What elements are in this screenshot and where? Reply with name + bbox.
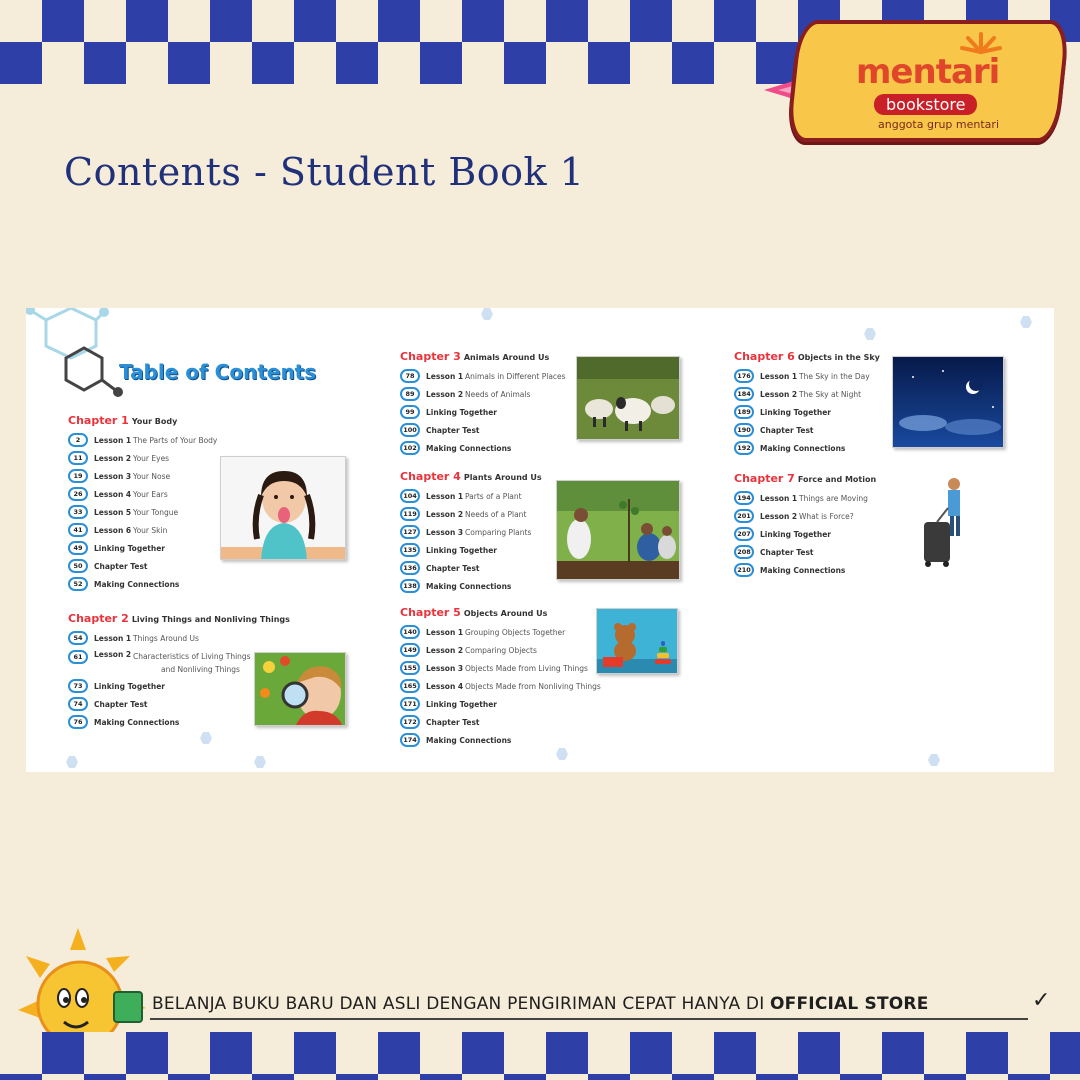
toc-row[interactable]	[400, 487, 542, 505]
toc-chapter-1	[68, 414, 217, 593]
section-title: Making Connections	[94, 579, 180, 589]
toc-row[interactable]	[400, 659, 601, 677]
section-title: Linking Together	[94, 543, 166, 553]
lesson-title: Comparing Objects	[465, 645, 537, 655]
section-title: Making Connections	[426, 581, 512, 591]
lesson-title: Things are Moving	[799, 493, 868, 503]
page-number: 174	[400, 733, 420, 747]
page-number: 102	[400, 441, 420, 455]
lesson-label: Lesson 1	[426, 491, 464, 501]
toc-row[interactable]	[734, 507, 876, 525]
toc-chapter-5	[400, 606, 601, 749]
toc-row[interactable]	[400, 577, 542, 595]
page-number: 127	[400, 525, 420, 539]
lesson-title: Your Eyes	[133, 453, 170, 463]
chapter-heading	[400, 606, 601, 619]
lesson-title: Grouping Objects Together	[465, 627, 566, 637]
toc-row[interactable]	[734, 439, 880, 457]
lesson-title: Needs of a Plant	[465, 509, 527, 519]
tagline-bold: OFFICIAL STORE	[770, 994, 929, 1014]
page-number: 207	[734, 527, 754, 541]
toc-chapter-7	[734, 472, 876, 579]
page-number: 104	[400, 489, 420, 503]
lesson-title: Things Around Us	[133, 633, 199, 643]
lesson-label: Lesson 3	[426, 527, 464, 537]
checkmark-icon: ✓	[1032, 988, 1051, 1013]
section-title: Linking Together	[760, 529, 832, 539]
lesson-title: Your Nose	[133, 471, 171, 481]
lesson-label: Lesson 1	[426, 627, 464, 637]
lesson-title: The Parts of Your Body	[133, 435, 218, 445]
sheep-photo	[576, 356, 680, 440]
store-tagline	[152, 994, 929, 1014]
chapter-label: Chapter 4	[400, 470, 461, 483]
lesson-title: Parts of a Plant	[465, 491, 522, 501]
toc-row[interactable]	[734, 367, 880, 385]
section-title: Chapter Test	[760, 425, 814, 435]
page-number: 165	[400, 679, 420, 693]
toc-row[interactable]	[400, 385, 566, 403]
lesson-title: Comparing Plants	[465, 527, 532, 537]
section-title: Chapter Test	[94, 699, 148, 709]
toc-row[interactable]	[400, 403, 566, 421]
toc-row[interactable]	[68, 629, 290, 647]
toc-row[interactable]	[400, 695, 601, 713]
toc-row[interactable]	[400, 505, 542, 523]
lesson-label: Lesson 2	[94, 453, 132, 463]
boy-suitcase-photo	[892, 474, 1004, 572]
toc-row[interactable]	[68, 521, 217, 539]
toc-row[interactable]	[400, 523, 542, 541]
toc-row[interactable]	[68, 485, 217, 503]
lesson-label: Lesson 1	[94, 633, 132, 643]
toc-row[interactable]	[734, 403, 880, 421]
logo-brand: mentari	[856, 52, 1000, 92]
page-number: 26	[68, 487, 88, 501]
tagline-text: BELANJA BUKU BARU DAN ASLI DENGAN PENGIRIMAN CEPAT HANYA DI	[152, 994, 771, 1014]
hex-decoration	[200, 732, 212, 744]
section-title: Linking Together	[760, 407, 832, 417]
page-number: 74	[68, 697, 88, 711]
section-title: Making Connections	[760, 565, 846, 575]
page-number: 155	[400, 661, 420, 675]
chapter-title: Objects in the Sky	[797, 353, 880, 362]
page-number: 172	[400, 715, 420, 729]
toc-row[interactable]	[400, 641, 601, 659]
page-number: 135	[400, 543, 420, 557]
section-title: Making Connections	[94, 717, 180, 727]
page-number: 54	[68, 631, 88, 645]
page-number: 136	[400, 561, 420, 575]
toc-row[interactable]	[400, 367, 566, 385]
lesson-label: Lesson 3	[426, 663, 464, 673]
section-title: Linking Together	[94, 681, 166, 691]
page-number: 140	[400, 625, 420, 639]
chapter-label: Chapter 1	[68, 414, 129, 427]
chapter-title: Plants Around Us	[463, 473, 542, 482]
lesson-label: Lesson 1	[760, 493, 798, 503]
page-number: 208	[734, 545, 754, 559]
hex-decoration	[1020, 316, 1032, 328]
page-number: 119	[400, 507, 420, 521]
section-title: Chapter Test	[426, 717, 480, 727]
toc-row[interactable]	[400, 731, 601, 749]
toc-row[interactable]	[400, 713, 601, 731]
lesson-title: Your Ears	[133, 489, 168, 499]
hex-decoration	[928, 754, 940, 766]
lesson-title: Needs of Animals	[465, 389, 531, 399]
hex-decoration	[254, 756, 266, 768]
lesson-label: Lesson 2	[426, 389, 464, 399]
hex-decoration	[864, 328, 876, 340]
page-number: 189	[734, 405, 754, 419]
page-number: 210	[734, 563, 754, 577]
lesson-label: Lesson 2	[94, 650, 132, 659]
section-title: Chapter Test	[426, 425, 480, 435]
page-number: 138	[400, 579, 420, 593]
hex-decoration	[66, 756, 78, 768]
page-number: 78	[400, 369, 420, 383]
chapter-title: Animals Around Us	[463, 353, 550, 362]
chapter-heading	[68, 414, 217, 427]
page-title: Contents - Student Book 1	[64, 150, 585, 194]
chapter-title: Living Things and Nonliving Things	[131, 615, 290, 624]
section-title: Making Connections	[426, 735, 512, 745]
lesson-title: Objects Made from Nonliving Things	[465, 681, 601, 691]
chapter-heading	[734, 350, 880, 363]
toc-row[interactable]	[400, 439, 566, 457]
toc-title: Table of Contents	[119, 360, 317, 384]
chapter-label: Chapter 2	[68, 612, 129, 625]
lesson-label: Lesson 3	[94, 471, 132, 481]
toc-row[interactable]	[400, 421, 566, 439]
toc-row[interactable]	[68, 431, 217, 449]
lesson-label: Lesson 1	[426, 371, 464, 381]
toc-row[interactable]	[400, 623, 601, 641]
hex-decoration	[556, 748, 568, 760]
toc-row[interactable]	[734, 525, 876, 543]
page-number: 192	[734, 441, 754, 455]
chapter-label: Chapter 6	[734, 350, 795, 363]
chapter-label: Chapter 3	[400, 350, 461, 363]
lesson-title	[133, 650, 251, 676]
lesson-title: Animals in Different Places	[465, 371, 566, 381]
page-number: 33	[68, 505, 88, 519]
page-number: 184	[734, 387, 754, 401]
lesson-label: Lesson 4	[94, 489, 132, 499]
toc-row[interactable]	[734, 543, 876, 561]
page-number: 73	[68, 679, 88, 693]
page-number: 194	[734, 491, 754, 505]
section-title: Linking Together	[426, 407, 498, 417]
toc-row[interactable]	[400, 559, 542, 577]
mentari-logo[interactable]	[792, 20, 1064, 142]
hex-decoration	[481, 308, 493, 320]
page-number: 50	[68, 559, 88, 573]
lesson-label: Lesson 2	[426, 509, 464, 519]
toc-row[interactable]	[734, 385, 880, 403]
lesson-label: Lesson 1	[760, 371, 798, 381]
toc-row[interactable]	[400, 677, 601, 695]
section-title: Chapter Test	[426, 563, 480, 573]
page-number: 52	[68, 577, 88, 591]
molecule-icon	[26, 308, 136, 408]
checker-border-bottom	[0, 1032, 1080, 1080]
lesson-title: The Sky in the Day	[799, 371, 870, 381]
lesson-title: The Sky at Night	[799, 389, 862, 399]
section-title: Making Connections	[760, 443, 846, 453]
lesson-title-line-2: and Nonliving Things	[161, 665, 240, 674]
toc-row[interactable]	[734, 489, 876, 507]
toc-chapter-4	[400, 470, 542, 595]
section-title: Linking Together	[426, 545, 498, 555]
toc-chapter-3	[400, 350, 566, 457]
toys-photo	[596, 608, 678, 674]
lesson-label: Lesson 1	[94, 435, 132, 445]
lesson-label: Lesson 2	[760, 511, 798, 521]
section-title: Chapter Test	[94, 561, 148, 571]
toc-chapter-6	[734, 350, 880, 457]
page-number: 176	[734, 369, 754, 383]
chapter-title: Objects Around Us	[463, 609, 548, 618]
lesson-title: Your Skin	[133, 525, 168, 535]
lesson-label: Lesson 2	[426, 645, 464, 655]
chapter-heading	[400, 470, 542, 483]
chapter-title: Your Body	[131, 417, 178, 426]
lesson-label: Lesson 4	[426, 681, 464, 691]
lesson-title: Objects Made from Living Things	[465, 663, 588, 673]
toc-row[interactable]	[68, 449, 217, 467]
page-number: 76	[68, 715, 88, 729]
toc-row[interactable]	[734, 561, 876, 579]
tagline-underline	[150, 1018, 1028, 1020]
toc-row[interactable]	[68, 557, 217, 575]
lesson-title-line-1: Characteristics of Living Things	[133, 652, 251, 661]
page-number: 149	[400, 643, 420, 657]
toc-row[interactable]	[68, 539, 217, 557]
section-title: Linking Together	[426, 699, 498, 709]
page-number: 49	[68, 541, 88, 555]
page-number: 201	[734, 509, 754, 523]
page-number: 190	[734, 423, 754, 437]
night-sky-photo	[892, 356, 1004, 448]
page-number: 11	[68, 451, 88, 465]
lesson-title: What is Force?	[799, 511, 854, 521]
toc-row[interactable]	[68, 503, 217, 521]
page-number: 41	[68, 523, 88, 537]
chapter-heading	[68, 612, 290, 625]
chapter-title: Force and Motion	[797, 475, 877, 484]
toc-row[interactable]	[68, 467, 217, 485]
chapter-heading	[734, 472, 876, 485]
page-number: 100	[400, 423, 420, 437]
chapter-heading	[400, 350, 566, 363]
chapter-label: Chapter 5	[400, 606, 461, 619]
page-number: 99	[400, 405, 420, 419]
lesson-title: Your Tongue	[133, 507, 179, 517]
section-title: Making Connections	[426, 443, 512, 453]
logo-subtitle: anggota grup mentari	[878, 118, 999, 131]
planting-tree-photo	[556, 480, 680, 580]
chapter-label: Chapter 7	[734, 472, 795, 485]
girl-tongue-photo	[220, 456, 346, 560]
toc-row[interactable]	[68, 575, 217, 593]
logo-pill: bookstore	[874, 94, 977, 115]
toc-row[interactable]	[400, 541, 542, 559]
page-number: 89	[400, 387, 420, 401]
page-number: 19	[68, 469, 88, 483]
lesson-label: Lesson 6	[94, 525, 132, 535]
section-title: Chapter Test	[760, 547, 814, 557]
table-of-contents-sheet	[26, 308, 1054, 772]
lesson-label: Lesson 5	[94, 507, 132, 517]
lesson-label: Lesson 2	[760, 389, 798, 399]
toc-row[interactable]	[734, 421, 880, 439]
page-number: 61	[68, 650, 88, 664]
page-number: 171	[400, 697, 420, 711]
boy-magnifier-photo	[254, 652, 346, 726]
page-number: 2	[68, 433, 88, 447]
